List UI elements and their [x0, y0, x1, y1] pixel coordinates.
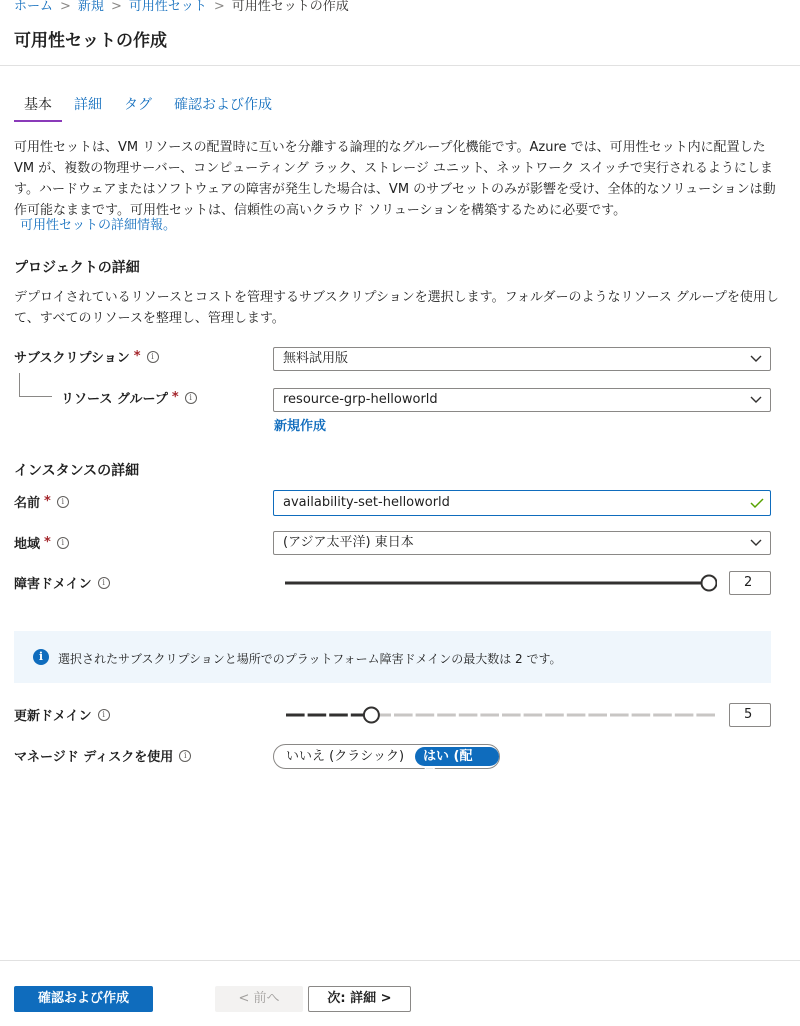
required-marker: * — [44, 535, 51, 550]
info-message-bar — [14, 631, 771, 683]
info-icon[interactable]: i — [98, 577, 110, 589]
fault-domain-label — [14, 573, 110, 592]
info-icon[interactable]: i — [57, 537, 69, 549]
update-domain-label — [14, 705, 110, 724]
breadcrumb-new[interactable]: 新規 — [77, 0, 104, 14]
tab-bar — [14, 94, 284, 122]
managed-disks-toggle — [273, 744, 500, 783]
info-icon[interactable]: i — [179, 750, 191, 762]
tab-advanced[interactable]: 詳細 — [74, 97, 102, 113]
slider-thumb — [364, 708, 379, 723]
managed-disks-label — [14, 746, 191, 765]
info-icon[interactable]: i — [185, 392, 197, 404]
required-marker: * — [44, 494, 51, 509]
name-input[interactable] — [273, 490, 771, 516]
resource-group-value: resource-grp-helloworld — [283, 392, 438, 407]
breadcrumb-current: 可用性セットの作成 — [231, 0, 349, 14]
checkmark-icon — [750, 497, 764, 509]
breadcrumb-separator: > — [110, 0, 122, 14]
region-label — [14, 533, 69, 552]
breadcrumb-separator: > — [213, 0, 225, 14]
breadcrumb-home[interactable]: ホーム — [14, 0, 54, 14]
project-details-description: デプロイされているリソースとコストを管理するサブスクリプションを選択します。フォルダーのようなリソース グループを使用して、すべてのリソースを整理し、管理します。 — [14, 290, 779, 326]
instance-details-heading: インスタンスの詳細 — [14, 463, 140, 479]
fault-domain-value-input[interactable]: 2 — [729, 571, 771, 595]
info-icon: i — [33, 649, 49, 665]
fault-domain-label-text: 障害ドメイン — [14, 577, 92, 592]
resource-group-label — [61, 388, 197, 407]
subscription-dropdown[interactable] — [273, 347, 771, 371]
page-title: 可用性セットの作成 — [14, 31, 167, 51]
info-message-text: 選択されたサブスクリプションと場所でのプラットフォーム障害ドメインの最大数は 2 です。 — [58, 652, 562, 666]
managed-disks-option-no[interactable]: いいえ (クラシック) — [286, 749, 405, 764]
next-button[interactable]: 次: 詳細 > — [308, 986, 411, 1012]
update-domain-label-text: 更新ドメイン — [14, 709, 92, 724]
tab-basics[interactable]: 基本 — [14, 94, 62, 122]
resource-group-label-text: リソース グループ — [61, 392, 168, 407]
region-dropdown[interactable] — [273, 531, 771, 555]
fault-domain-slider[interactable] — [285, 573, 717, 593]
review-create-button[interactable]: 確認および作成 — [14, 986, 153, 1012]
chevron-down-icon — [750, 354, 762, 364]
create-new-resource-group-link[interactable]: 新規作成 — [274, 419, 327, 434]
required-marker: * — [133, 349, 141, 364]
tree-connector — [19, 373, 52, 397]
update-domain-slider[interactable] — [285, 705, 717, 725]
learn-more-link[interactable]: 可用性セットの詳細情報。 — [20, 218, 177, 233]
breadcrumb-availability-set[interactable]: 可用性セット — [128, 0, 207, 14]
required-marker: * — [171, 390, 179, 405]
project-details-heading: プロジェクトの詳細 — [14, 260, 140, 276]
managed-disks-option-yes[interactable]: はい (配置) — [415, 747, 499, 766]
previous-button[interactable]: < 前へ — [215, 986, 303, 1012]
subscription-label — [14, 347, 159, 366]
managed-disks-label-text: マネージド ディスクを使用 — [14, 750, 174, 765]
info-icon[interactable]: i — [147, 351, 159, 363]
footer-bar — [0, 960, 800, 1026]
name-value: availability-set-helloworld — [283, 495, 450, 510]
breadcrumb — [14, 0, 349, 14]
tab-review-create[interactable]: 確認および作成 — [174, 97, 272, 113]
subscription-value: 無料試用版 — [283, 351, 349, 366]
info-icon[interactable]: i — [98, 709, 110, 721]
breadcrumb-separator: > — [60, 0, 71, 14]
chevron-down-icon — [750, 395, 762, 405]
subscription-label-text: サブスクリプション — [14, 351, 130, 366]
name-label-text: 名前 — [14, 496, 41, 511]
resource-group-dropdown[interactable] — [273, 388, 771, 412]
slider-thumb — [702, 576, 717, 591]
chevron-down-icon — [750, 538, 762, 548]
page-header — [0, 0, 800, 66]
info-icon[interactable]: i — [57, 496, 69, 508]
region-label-text: 地域 — [14, 537, 41, 552]
update-domain-value-input[interactable]: 5 — [729, 703, 771, 727]
tab-tags[interactable]: タグ — [124, 97, 152, 113]
intro-description: 可用性セットは、VM リソースの配置時に互いを分離する論理的なグループ化機能です。Azure では、可用性セット内に配置した VM が、複数の物理サーバー、コンピューティング ラック、ストレージ ユニット、ネットワーク スイッチで実行されるようにします。ハードウェアまたはソフトウェアの障害が発生した場合は、VM のサブセットのみが影響を受け、全体的なソリューションは動作可能なままです。可用性セットは、信頼性の高いクラウド ソリューションを構築するために必要です。 — [14, 140, 776, 218]
region-value: (アジア太平洋) 東日本 — [283, 535, 414, 550]
name-label — [14, 492, 69, 511]
